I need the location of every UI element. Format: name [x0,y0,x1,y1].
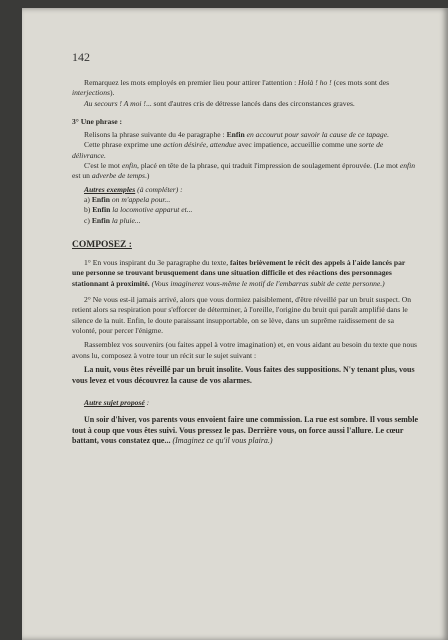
composez-paragraph-1 [72,258,418,289]
phrase-p3-text-b: , placé en tête de la phrase, qui traduit l'impression de soulagement éprouvée. (Le mot [137,161,400,171]
example-letter: b) [84,205,91,215]
composez-p1-text: 1° En vous inspirant du 3e paragraphe du texte, [84,258,231,268]
phrase-heading: 3° Une phrase : [72,116,123,126]
autres-exemples-heading [72,185,418,195]
page-content [72,78,418,447]
composez-subject: La nuit, vous êtes réveillé par un bruit insolite. Vous faites des suppositions. N'y tenant plus, vous vous levez et vous découvrez la cause de vos alarmes. [72,364,415,385]
autre-sujet-heading [72,398,418,408]
composez-paragraph-2: 2° Ne vous est-il jamais arrivé, alors que vous dormiez paisiblement, d'être réveillé par un bruit suspect. On retient alors sa respiration pour s'efforcer de déterminer, à l'oreille, l'origine du bruit qui paraît amplifié dans le silence de la nuit. Enfin, le doute paraissant insupportable, on se lève, dans un suprême raidissement de sa volonté, pour percer l'énigme. [72,295,412,335]
phrase-p3-enfin2: enfin [399,161,416,171]
example-item [84,216,418,226]
phrase-p1-text: Relisons la phrase suivante du 4e paragraphe : [84,130,227,140]
page-number: 142 [72,50,90,64]
phrase-paragraph-2 [72,140,418,161]
phrase-p3-text: C'est le mot [84,161,122,171]
example-item [84,205,418,215]
phrase-paragraph-1 [72,130,418,140]
example-letter: a) [84,194,90,204]
example-enfin: Enfin [91,194,110,204]
phrase-p2-text: Cette phrase exprime une [84,140,164,150]
autres-exemples-tail: (à compléter) : [135,184,183,194]
phrase-p1-enfin: Enfin [226,130,245,140]
phrase-p2-sorte: sorte de délivrance. [72,140,384,160]
example-letter: c) [84,215,90,225]
example-text: la pluie... [109,215,141,225]
example-text: on m'appela pour... [109,194,171,204]
phrase-p3-text-d: .) [144,171,150,181]
autre-sujet-italic: (Imaginez ce qu'il vous plaira.) [172,436,273,446]
autre-sujet-body: Un soir d'hiver, vos parents vous envoient faire une commission. La rue est sombre. Il vous semble tout à coup que vous êtes suivi. Vous pressez le pas. Derrière vous, on force aussi l'allure. Le cœur battant, vous constatez que... [72,414,419,446]
intro-paragraph-1 [72,78,418,99]
example-text: la locomotive apparut et... [110,205,193,215]
phrase-p3-enfin: enfin [121,161,138,171]
phrase-p1-italic: en accourut pour savoir la cause de ce tapage. [244,130,389,140]
example-enfin: Enfin [91,215,110,225]
phrase-p2-text-b: avec impatience, accueillie comme une [236,140,359,150]
intro-text: Remarquez les mots employés en premier lieu pour attirer l'attention : [84,78,299,87]
composez-paragraph-3: Rassemblez vos souvenirs (ou faites appel à votre imagination) et, en vous aidant au besoin du texte que nous avons lu, composez à votre tour un récit sur le sujet suivant : [72,340,417,360]
interjections-text: interjections [72,88,110,98]
example-enfin: Enfin [92,205,111,215]
example-item [84,195,418,205]
intro-text-rest: ... sont d'autres cris de détresse lancés dans des circonstances graves. [145,98,355,108]
intro-paragraph-2 [72,99,418,109]
examples-list [72,195,418,226]
phrase-p3-text-c: est un [72,171,92,181]
phrase-p2-action: action désirée, attendue [163,140,237,150]
autre-sujet-text [72,415,418,447]
intro-text-c: ). [109,88,115,98]
intro-text-b: (ces mots sont des [331,78,390,87]
autre-sujet-tail: : [144,398,150,408]
phrase-p3-adverbe: adverbe de temps [91,171,145,181]
composez-p1-italic: (Vous imaginerez vous-même le motif de l'embarras subit de cette personne.) [149,278,385,288]
holaho-text: Holà ! ho ! [298,78,332,87]
autre-sujet-label: Autre sujet proposé [84,398,145,408]
au-secours-text: Au secours ! A moi ! [84,98,146,108]
composez-p1-bold: faites brièvement le récit des appels à l'aide lancés par une personne se trouvant brusquement dans une situation difficile et des réactions des personnages stationnant à proximité. [72,258,406,288]
phrase-paragraph-3 [72,161,418,182]
autres-exemples-label: Autres exemples [84,184,136,194]
composez-heading: COMPOSEZ : [72,239,132,250]
